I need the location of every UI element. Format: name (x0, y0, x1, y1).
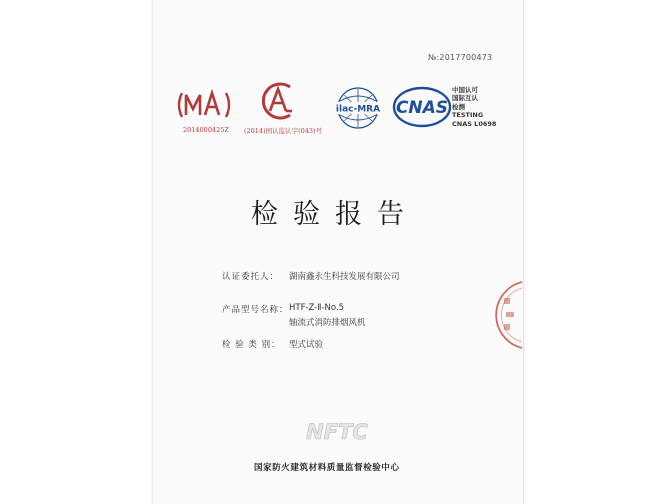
cal-caption: (2014)国认监认字(043)号 (244, 127, 323, 135)
cnas-line: 国际互认 (452, 94, 478, 103)
cnas-line: CNAS L0698 (452, 119, 497, 128)
organization-name: 国家防火建筑材料质量监督检验中心 (254, 463, 400, 473)
serial-number: №:2017700473 (428, 53, 493, 62)
red-seal-stamp-icon (488, 278, 522, 352)
cnas-text: CNAS (395, 98, 449, 118)
product-name-value: 轴流式消防排烟风机 (289, 318, 366, 328)
cma-caption: 2014000425Z (183, 126, 229, 134)
cnas-line: 检测 (452, 102, 465, 111)
cnas-line: 中国认可 (452, 86, 478, 94)
product-model-label: 产品型号名称： (222, 305, 289, 315)
client-value: 湖南鑫永生科技发展有限公司 (289, 272, 400, 282)
cal-logo-icon (256, 79, 300, 123)
report-title: 检验报告 (251, 199, 419, 230)
product-model-value: HTF-Z-Ⅱ-No.5 (289, 303, 345, 313)
nftc-text: NFTC (306, 420, 368, 444)
test-type-value: 型式试验 (289, 340, 324, 350)
cnas-accreditation-text (452, 86, 496, 128)
client-label: 认证委托人： (222, 272, 280, 282)
test-type-label: 检 验 类 别： (222, 340, 281, 350)
cma-logo-icon (176, 87, 232, 123)
nftc-logo-icon (291, 420, 383, 444)
ilac-mra-logo-icon (330, 83, 386, 133)
cnas-line: TESTING (452, 111, 484, 120)
ilac-mra-text: ilac-MRA (335, 104, 381, 115)
cnas-logo-icon (392, 85, 452, 129)
